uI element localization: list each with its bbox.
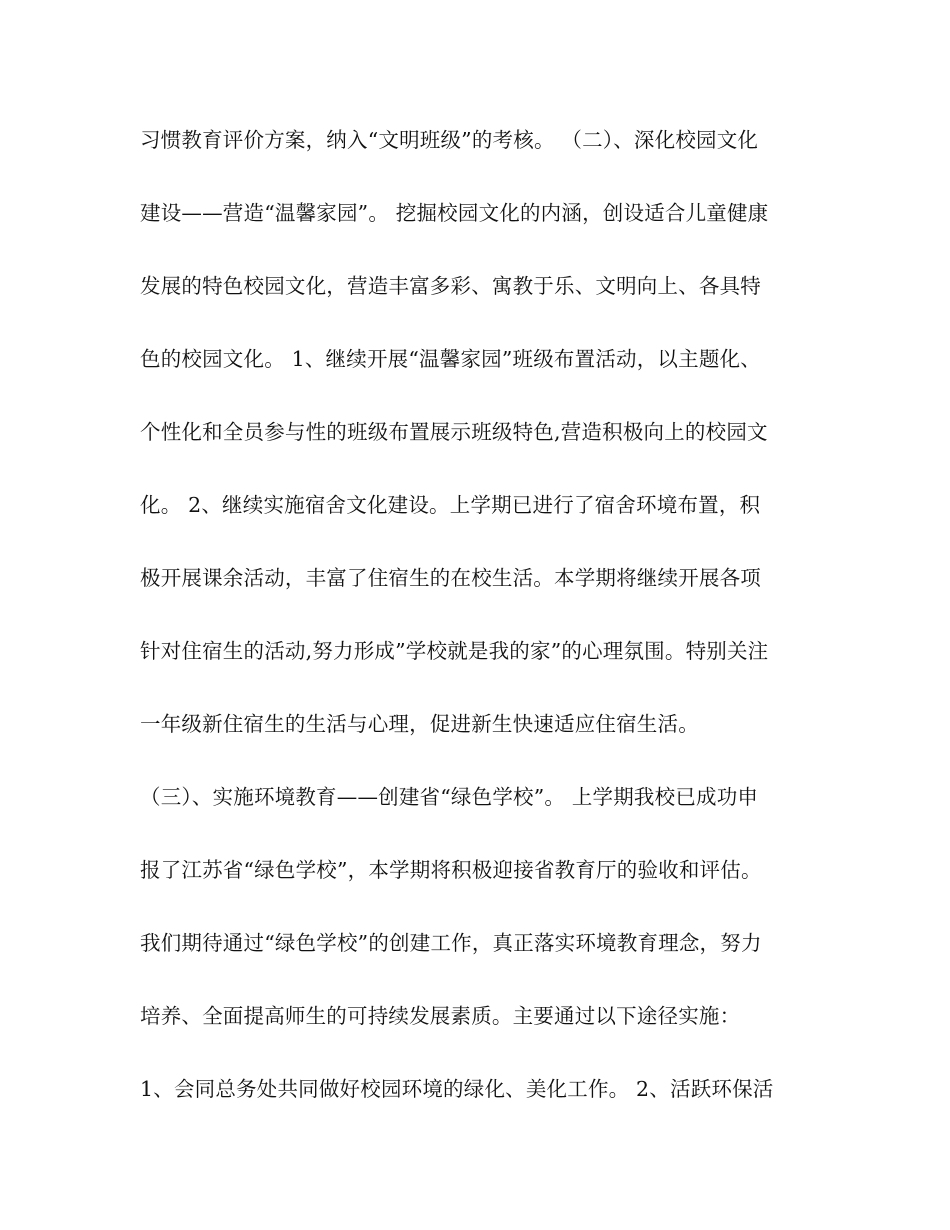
text-line: 报了江苏省“绿色学校”，本学期将积极迎接省教育厅的验收和评估。 [140, 858, 762, 882]
text-line: 化。 2、继续实施宿舍文化建设。上学期已进行了宿舍环境布置，积 [140, 493, 761, 517]
text-line: 习惯教育评价方案，纳入“文明班级”的考核。 （二）、深化校园文化 [140, 128, 759, 152]
text-line: （三）、实施环境教育——创建省“绿色学校”。 上学期我校已成功申 [140, 785, 759, 809]
text-line: 建设——营造“温馨家园”。 挖掘校园文化的内涵，创设适合儿童健康 [140, 201, 769, 225]
text-line: 发展的特色校园文化，营造丰富多彩、寓教于乐、文明向上、各具特 [140, 274, 761, 298]
text-line: 一年级新住宿生的生活与心理，促进新生快速适应住宿生活。 [140, 712, 699, 736]
text-line: 针对住宿生的活动,努力形成”学校就是我的家”的心理氛围。特别关注 [140, 639, 769, 663]
text-line: 极开展课余活动，丰富了住宿生的在校生活。本学期将继续开展各项 [140, 566, 761, 590]
text-line: 个性化和全员参与性的班级布置展示班级特色,营造积极向上的校园文 [140, 420, 768, 444]
text-line: 1、会同总务处共同做好校园环境的绿化、美化工作。 2、活跃环保活 [140, 1077, 774, 1101]
text-line: 色的校园文化。 1、继续开展“温馨家园”班级布置活动，以主题化、 [140, 347, 761, 371]
text-line: 我们期待通过“绿色学校”的创建工作，真正落实环境教育理念，努力 [140, 931, 762, 955]
text-line: 培养、全面提高师生的可持续发展素质。主要通过以下途径实施： [140, 1004, 741, 1028]
